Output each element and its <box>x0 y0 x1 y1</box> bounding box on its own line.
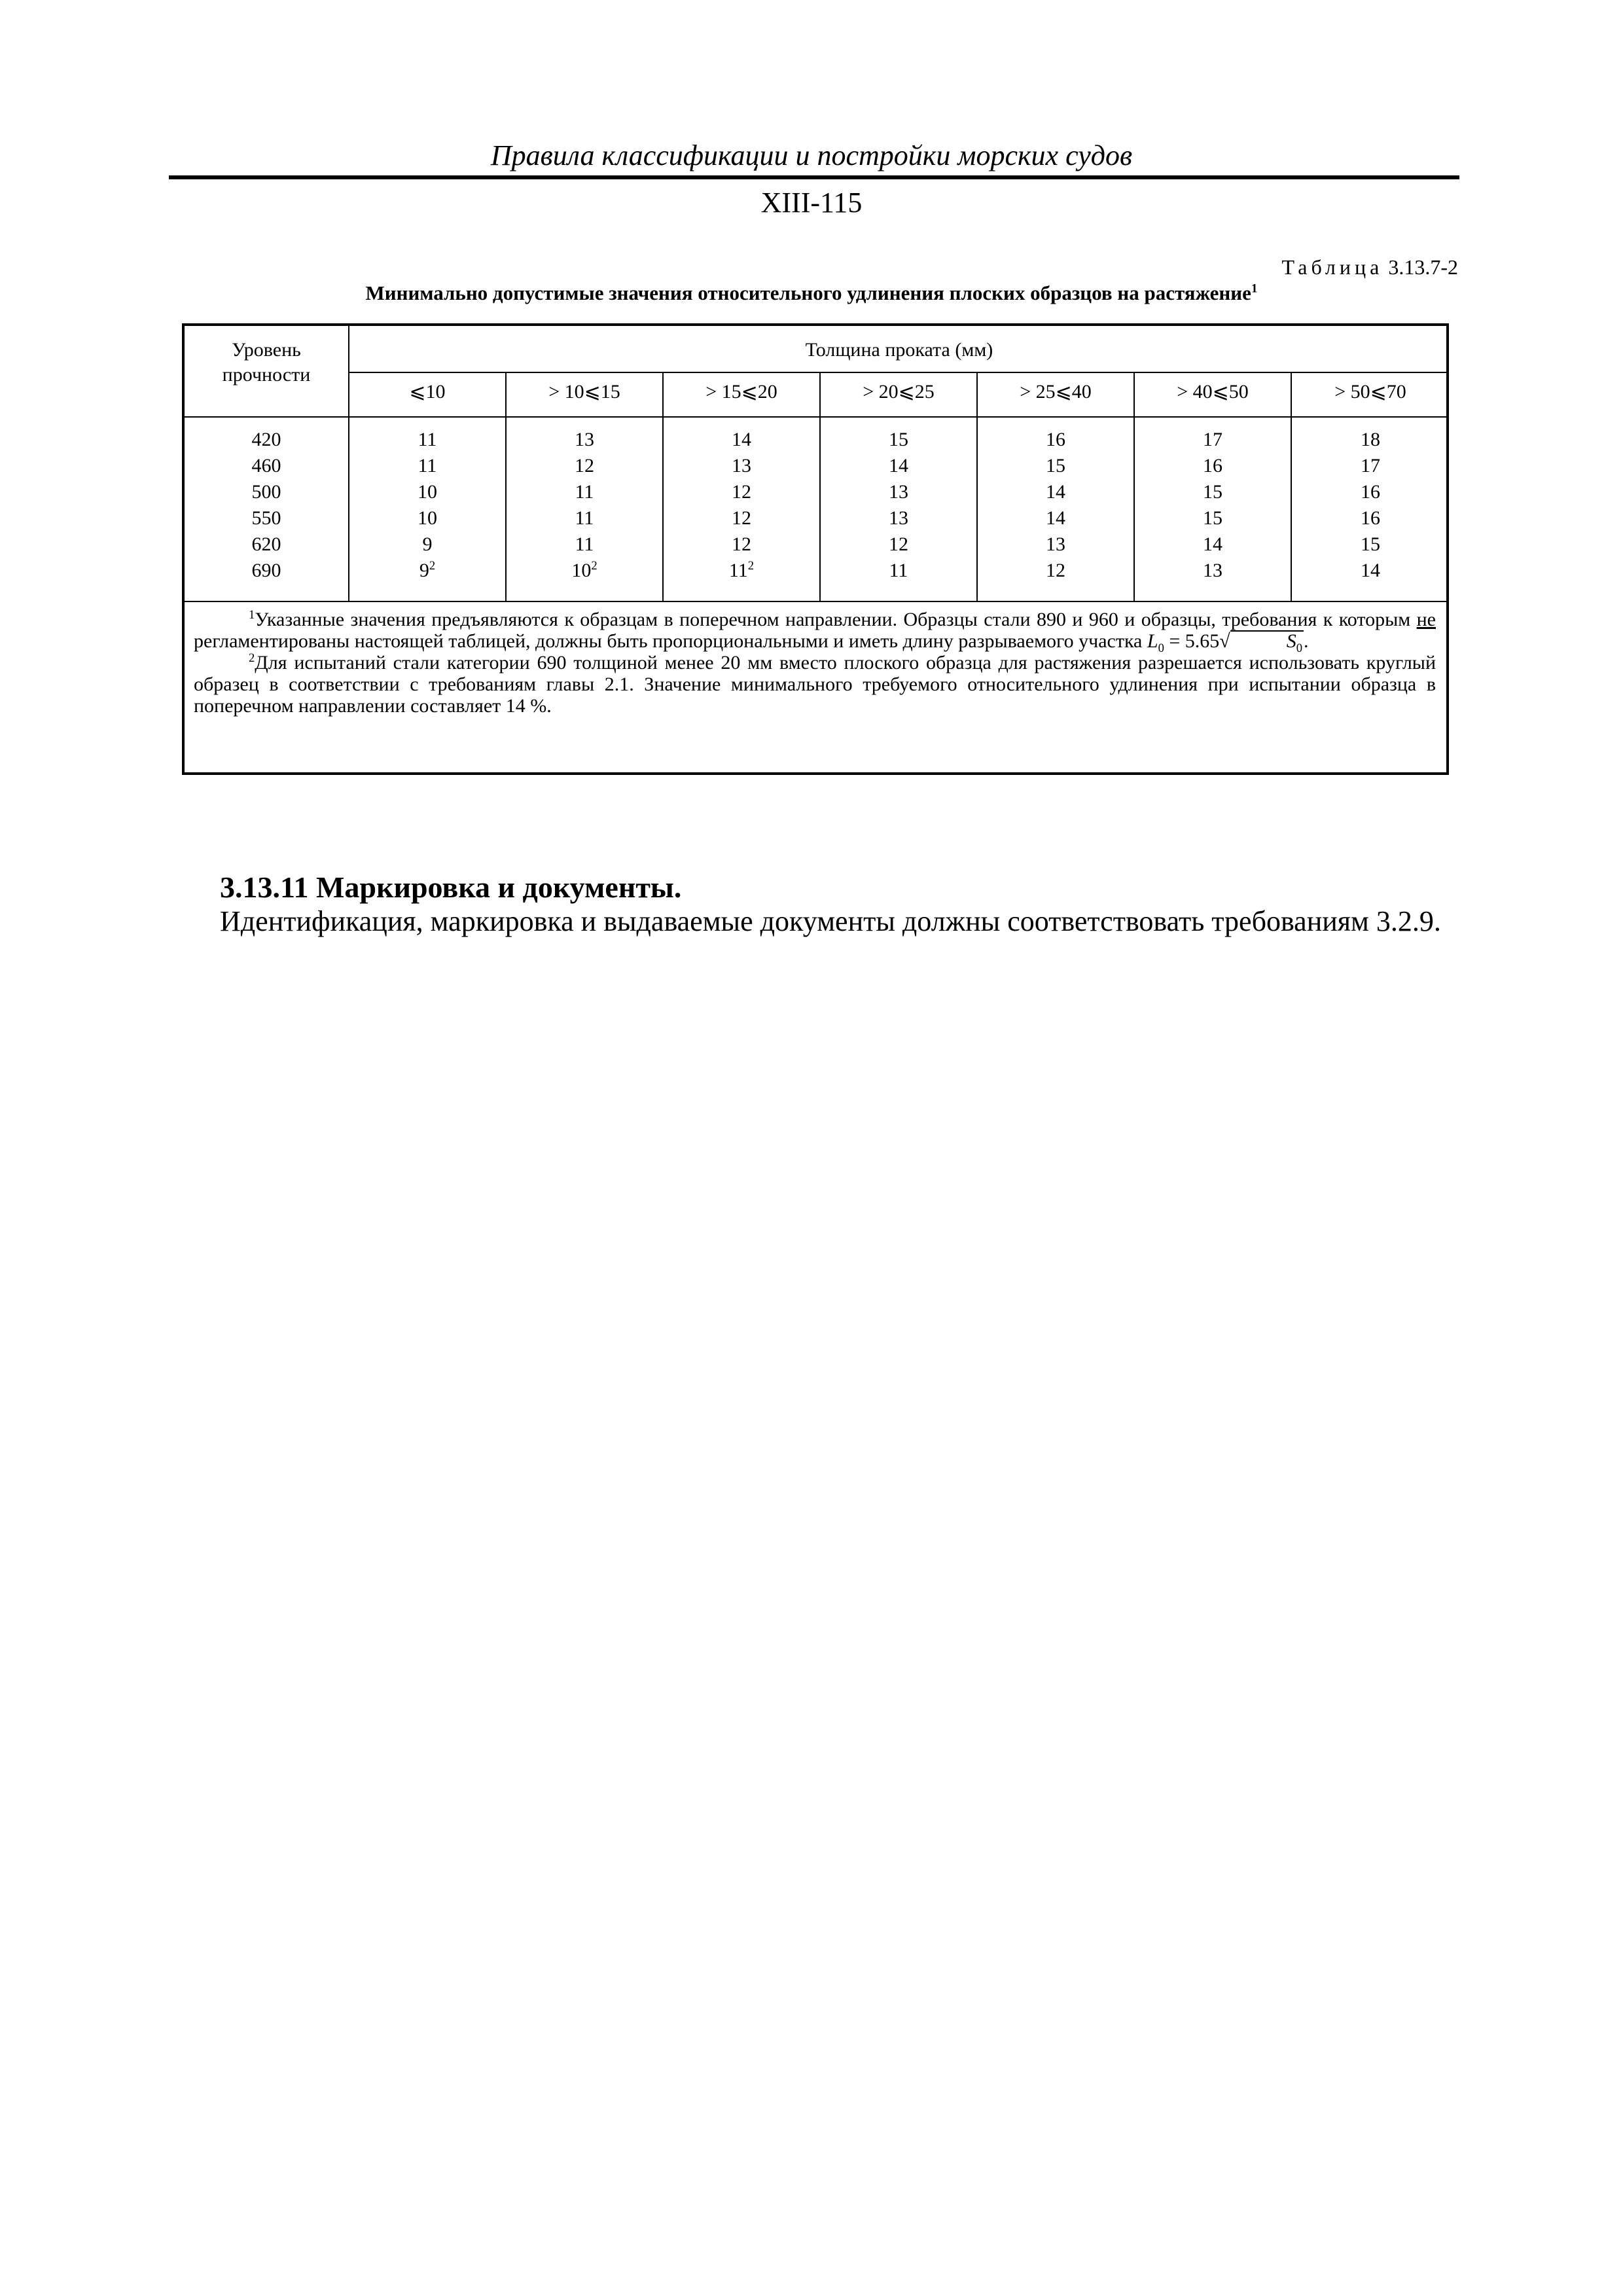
table-cell <box>507 531 662 558</box>
cell-value: 16 <box>1361 507 1380 529</box>
sqrt-radicand <box>1230 630 1304 655</box>
column-header: > 40⩽50 <box>1177 381 1249 403</box>
value-column <box>1135 427 1291 584</box>
formula-text: . <box>1304 630 1309 652</box>
column-header: > 20⩽25 <box>863 381 935 403</box>
table-cell <box>1292 531 1449 558</box>
table-cell <box>1135 531 1291 558</box>
strength-level: 460 <box>251 455 281 476</box>
formula-subscript: 0 <box>1158 641 1164 655</box>
cell-value: 14 <box>1046 481 1065 503</box>
formula-symbol: S <box>1286 630 1296 652</box>
formula-symbol: L <box>1147 630 1158 652</box>
section-paragraph: Идентификация, маркировка и выдаваемые документы должны соответствовать требованиям 3.2.9. <box>220 905 1441 937</box>
table-cell <box>821 558 976 584</box>
cell-value: 13 <box>575 429 594 450</box>
table-cell <box>349 505 505 531</box>
column-header: > 50⩽70 <box>1334 381 1406 403</box>
formula-subscript: 0 <box>1296 641 1303 655</box>
cell-value: 13 <box>1046 533 1065 555</box>
table-note-1 <box>194 608 1436 655</box>
value-column <box>507 427 662 584</box>
table-label-number: 3.13.7-2 <box>1388 255 1458 279</box>
table-cell <box>349 531 505 558</box>
table-cell <box>1292 453 1449 479</box>
table-notes <box>194 609 1436 717</box>
cell-value: 16 <box>1361 481 1380 503</box>
table-divider <box>185 416 1449 418</box>
cell-value: 17 <box>1203 429 1222 450</box>
table-note-2 <box>194 652 1436 717</box>
strength-level: 620 <box>251 533 281 555</box>
column-header: ⩽10 <box>409 381 446 403</box>
cell-value: 13 <box>889 507 908 529</box>
page-number: XIII-115 <box>760 187 863 219</box>
cell-footnote-marker: 2 <box>747 559 755 573</box>
cell-value: 15 <box>1361 533 1380 555</box>
strength-level: 690 <box>251 560 281 581</box>
cell-value: 14 <box>889 455 908 476</box>
note-text: Указанные значения предъявляются к образцам в поперечном направлении. Образцы стали 890 и 960 и образцы, требования к которым <box>255 609 1417 630</box>
cell-value: 13 <box>732 455 751 476</box>
cell-value: 16 <box>1203 455 1222 476</box>
table-cell <box>507 453 662 479</box>
cell-value: 14 <box>732 429 751 450</box>
thickness-header: Толщина проката (мм) <box>805 339 993 361</box>
sqrt-sign: √ <box>1219 630 1230 652</box>
cell-value: 14 <box>1361 560 1380 581</box>
table-label-word: Таблица <box>1281 255 1383 279</box>
table-cell <box>664 531 819 558</box>
note-text: Для испытаний стали категории 690 толщиной менее 20 мм вместо плоского образца для растяжения разрешается использовать круглый образец в соответствии с требованиям главы 2.1. Значение минимального требуемого относительного удлинения при испытании образца в поперечном направлении составляет 14 %. <box>194 652 1436 717</box>
table-cell <box>978 531 1133 558</box>
table-cell <box>349 558 505 584</box>
table-cell <box>1135 427 1291 453</box>
column-header: > 10⩽15 <box>548 381 620 403</box>
cell-value: 9 <box>419 560 429 581</box>
table-cell <box>664 479 819 505</box>
cell-value: 11 <box>575 507 594 529</box>
table-cell <box>664 558 819 584</box>
cell-value: 11 <box>889 560 908 581</box>
value-column <box>978 427 1133 584</box>
cell-footnote-marker: 2 <box>429 559 436 573</box>
table-cell <box>1292 427 1449 453</box>
value-column <box>349 427 505 584</box>
table-cell <box>1135 453 1291 479</box>
table-cell <box>1292 558 1449 584</box>
cell-value: 12 <box>732 533 751 555</box>
strength-level: 550 <box>251 507 281 529</box>
table-cell <box>1135 505 1291 531</box>
table-divider <box>348 372 1449 373</box>
value-column <box>821 427 976 584</box>
table-cell <box>821 427 976 453</box>
cell-value: 11 <box>575 533 594 555</box>
cell-value: 11 <box>728 560 748 581</box>
table-label <box>1281 254 1458 280</box>
cell-value: 16 <box>1046 429 1065 450</box>
strength-level: 420 <box>251 429 281 450</box>
table-cell <box>349 453 505 479</box>
formula-text: = 5.65 <box>1164 630 1220 652</box>
cell-value: 10 <box>571 560 592 581</box>
cell-value: 15 <box>1203 481 1222 503</box>
cell-value: 12 <box>889 533 908 555</box>
table-cell <box>664 505 819 531</box>
column-header: > 15⩽20 <box>705 381 777 403</box>
table-cell <box>507 427 662 453</box>
table-cell <box>1135 558 1291 584</box>
table-divider <box>185 601 1449 602</box>
table-cell <box>507 505 662 531</box>
note-marker: 1 <box>249 608 255 622</box>
cell-value: 9 <box>422 533 433 555</box>
cell-value: 13 <box>889 481 908 503</box>
cell-value: 10 <box>418 507 437 529</box>
strength-level-header-line1: Уровень <box>232 339 301 361</box>
table-cell <box>507 479 662 505</box>
table-cell <box>978 453 1133 479</box>
table-cell <box>821 453 976 479</box>
cell-footnote-marker: 2 <box>591 559 597 573</box>
table-caption <box>0 280 1623 306</box>
cell-value: 10 <box>418 481 437 503</box>
cell-value: 14 <box>1203 533 1222 555</box>
table-cell <box>978 427 1133 453</box>
note-marker: 2 <box>249 651 255 665</box>
running-title: Правила классификации и постройки морских судов <box>490 139 1133 171</box>
value-column <box>664 427 819 584</box>
strength-level-header <box>185 338 348 387</box>
section-heading: 3.13.11 Маркировка и документы. <box>220 870 682 904</box>
cell-value: 17 <box>1361 455 1380 476</box>
table-cell <box>978 505 1133 531</box>
table-caption-text: Минимально допустимые значения относительного удлинения плоских образцов на растяжение <box>365 281 1251 304</box>
cell-value: 15 <box>1046 455 1065 476</box>
cell-value: 15 <box>889 429 908 450</box>
column-header: > 25⩽40 <box>1020 381 1092 403</box>
table-cell <box>349 479 505 505</box>
elongation-table <box>182 323 1449 775</box>
table-cell <box>821 531 976 558</box>
header-rule <box>169 175 1459 179</box>
table-cell <box>978 479 1133 505</box>
table-cell <box>1135 479 1291 505</box>
table-cell <box>349 427 505 453</box>
value-column <box>1292 427 1449 584</box>
cell-value: 13 <box>1203 560 1222 581</box>
cell-value: 15 <box>1203 507 1222 529</box>
table-cell <box>1292 505 1449 531</box>
cell-value: 18 <box>1361 429 1380 450</box>
table-cell <box>664 427 819 453</box>
strength-level: 500 <box>251 481 281 503</box>
cell-value: 12 <box>1046 560 1065 581</box>
strength-level-column <box>185 427 348 584</box>
cell-value: 12 <box>732 507 751 529</box>
cell-value: 12 <box>732 481 751 503</box>
table-cell <box>1292 479 1449 505</box>
cell-value: 14 <box>1046 507 1065 529</box>
cell-value: 11 <box>575 481 594 503</box>
strength-level-header-line2: прочности <box>222 364 311 386</box>
table-cell <box>978 558 1133 584</box>
cell-value: 12 <box>575 455 594 476</box>
table-cell <box>664 453 819 479</box>
table-cell <box>821 479 976 505</box>
note-underlined-word: не <box>1416 609 1436 630</box>
cell-value: 11 <box>418 455 437 476</box>
table-cell <box>507 558 662 584</box>
table-cell <box>821 505 976 531</box>
cell-value: 11 <box>418 429 437 450</box>
note-text: регламентированы настоящей таблицей, должны быть пропорциональными и иметь длину разрываемого участка <box>194 630 1147 652</box>
table-caption-footnote-marker: 1 <box>1251 281 1258 296</box>
